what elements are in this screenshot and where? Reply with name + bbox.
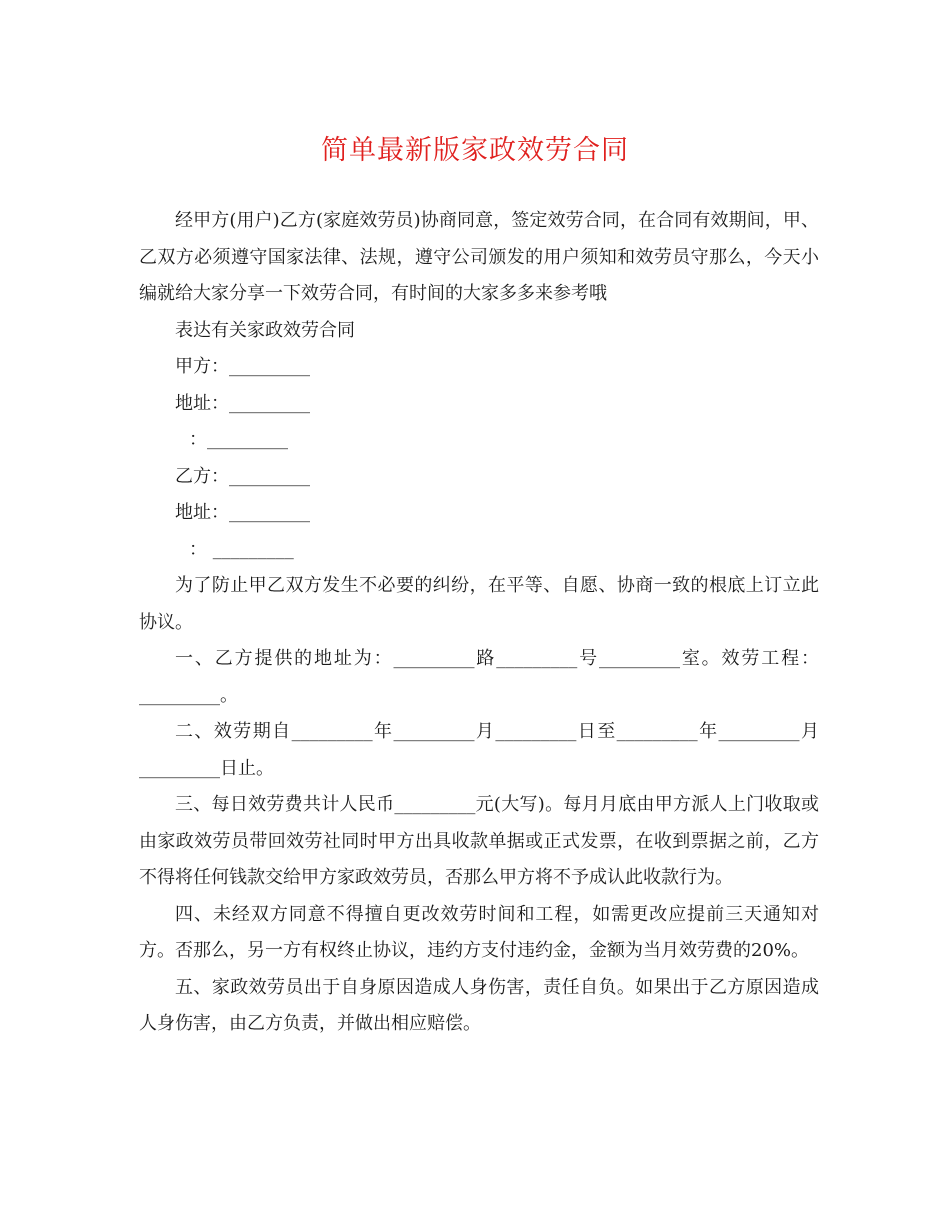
clause-1: 一、乙方提供的地址为：_________路_________号_________室。效劳工程：_________。 (139, 648, 819, 706)
clause-4: 四、未经双方同意不得擅自更改效劳时间和工程，如需更改应提前三天通知对方。否那么，另一方有权终止协议，违约方支付违约金，金额为当月效劳费的20%。 (139, 903, 819, 961)
phone-a-field: ：_________ (189, 429, 288, 450)
preamble-paragraph: 为了防止甲乙双方发生不必要的纠纷，在平等、自愿、协商一致的根底上订立此协议。 (139, 575, 819, 633)
party-b-field: 乙方：_________ (175, 465, 310, 487)
intro-paragraph: 经甲方(用户)乙方(家庭效劳员)协商同意，签定效劳合同，在合同有效期间，甲、乙双方必须遵守国家法律、法规，遵守公司颁发的用户须知和效劳员守那么，今天小编就给大家分享一下效劳合同，有时间的大家多多来参考哦 (139, 210, 819, 304)
party-a-field: 甲方：_________ (175, 356, 310, 377)
document-body (139, 203, 819, 1043)
subheading: 表达有关家政效劳合同 (175, 319, 355, 341)
clause-2: 二、效劳期自_________年_________月_________日至_________年_________月_________日止。 (139, 721, 819, 779)
clause-3: 三、每日效劳费共计人民币_________元(大写)。每月月底由甲方派人上门收取或由家政效劳员带回效劳社同时甲方出具收款单据或正式发票，在收到票据之前，乙方不得将任何钱款交给甲方家政效劳员，否那么甲方将不予成认此收款行为。 (139, 794, 819, 888)
address-b-field: 地址：_________ (175, 502, 310, 523)
document-title: 简单最新版家政效劳合同 (321, 135, 629, 166)
phone-b-field: ： _________ (189, 538, 294, 560)
address-a-field: 地址：_________ (175, 392, 310, 414)
clause-5: 五、家政效劳员出于自身原因造成人身伤害，责任自负。如果出于乙方原因造成人身伤害，由乙方负责，并做出相应赔偿。 (139, 976, 819, 1034)
